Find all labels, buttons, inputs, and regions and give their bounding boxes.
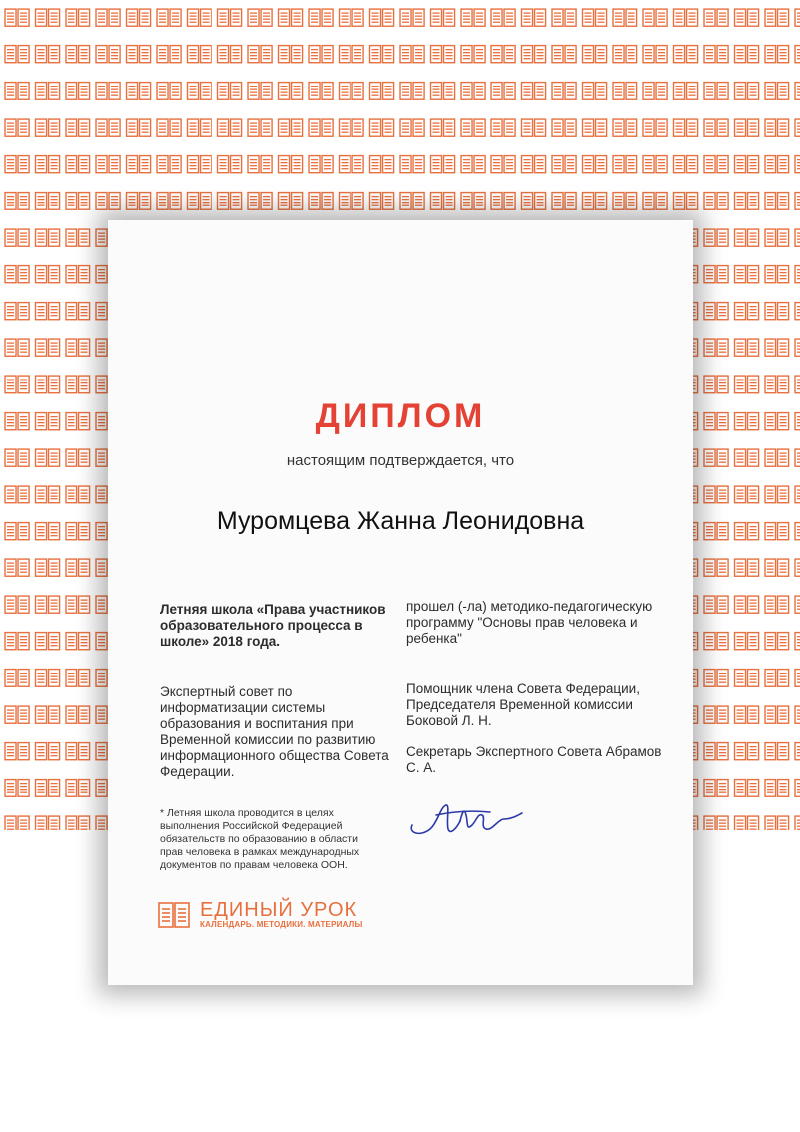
assistant-signatory: Помощник члена Совета Федерации, Председателя Временной комиссии Боковой Л. Н. xyxy=(406,681,640,728)
secretary-signatory: Секретарь Экспертного Совета Абрамов С. А. xyxy=(406,744,662,775)
program-text: прошел (-ла) методико-педагогическую программу "Основы прав человека и ребенка" xyxy=(406,599,653,646)
book-icon xyxy=(158,902,190,928)
logo-tagline: КАЛЕНДАРЬ. МЕТОДИКИ. МАТЕРИАЛЫ xyxy=(200,920,363,929)
council-text: Экспертный совет по информатизации системы образования и воспитания при Временной комиссии по развитию информационного общества Совета Федерации. xyxy=(160,684,389,779)
diploma-sheet xyxy=(108,220,693,985)
school-title: Летняя школа «Права участников образовательного процесса в школе» 2018 года. xyxy=(160,602,386,649)
diploma-title: ДИПЛОМ xyxy=(315,397,486,435)
recipient-name: Муромцева Жанна Леонидовна xyxy=(216,507,585,535)
logo-title: ЕДИНЫЙ УРОК xyxy=(200,899,358,921)
diploma-subtitle: настоящим подтверждается, что xyxy=(286,452,515,469)
edinyi-urok-logo xyxy=(158,900,378,932)
footnote: * Летняя школа проводится в целях выполнения Российской Федерацией обязательств по образованию в области прав человека в рамках международных документов по правам человека ООН. xyxy=(160,807,360,871)
signature-icon xyxy=(400,785,550,845)
